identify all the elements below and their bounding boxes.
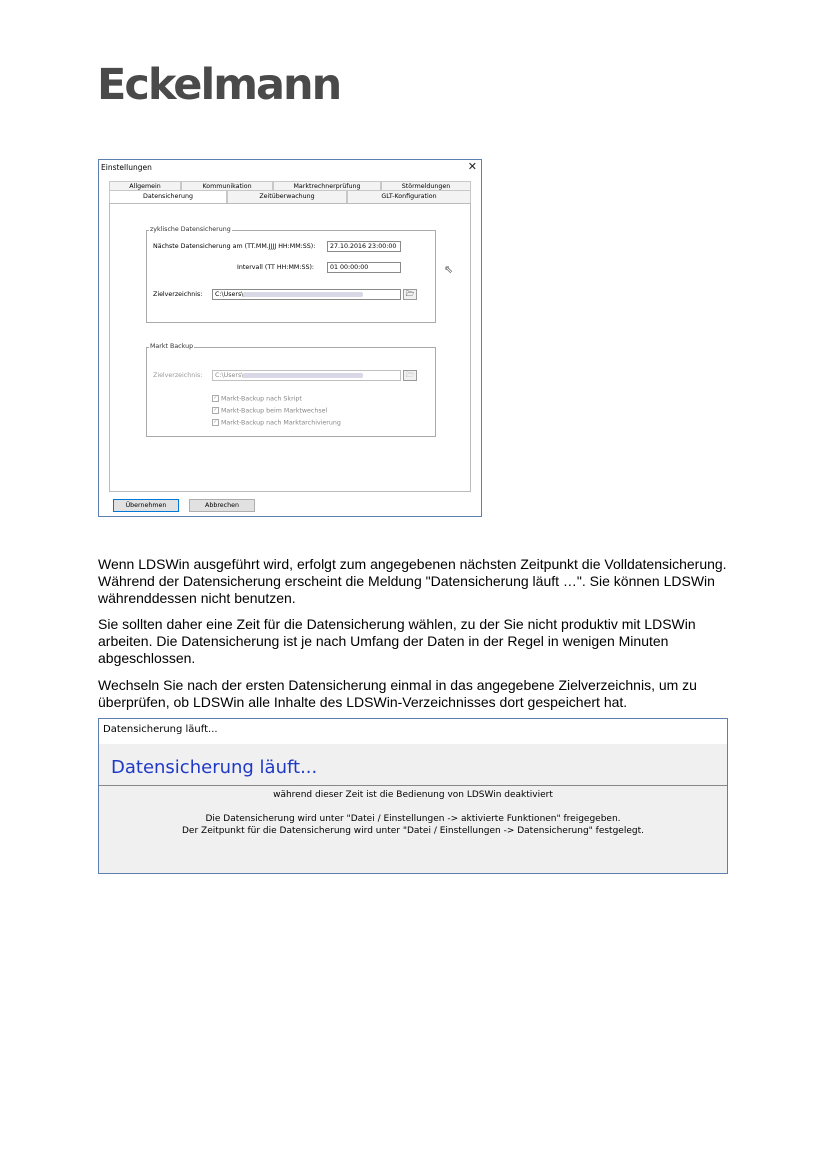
checkbox-icon: ✓ <box>213 419 218 425</box>
folder-icon[interactable]: 🗁 <box>403 289 417 300</box>
tab-kommunikation[interactable]: Kommunikation <box>181 181 273 190</box>
tab-stoermeldungen[interactable]: Störmeldungen <box>381 181 471 190</box>
eckelmann-logo: Eckelmann <box>97 60 341 110</box>
tab-zeitueberwachung[interactable]: Zeitüberwachung <box>227 190 347 203</box>
market-target-input <box>212 370 401 381</box>
cancel-button[interactable]: Abbrechen <box>189 499 255 512</box>
tab-marktrechnerpruefung[interactable]: Marktrechnerprüfung <box>273 181 381 190</box>
group-legend: Markt Backup <box>150 343 194 350</box>
mouse-cursor-icon: ⇖ <box>444 263 454 276</box>
close-icon[interactable]: ✕ <box>467 160 477 173</box>
tab-panel <box>109 203 471 492</box>
checkbox-icon: ✓ <box>213 395 218 401</box>
target-dir-value: C:\Users\ <box>215 291 244 298</box>
window-title: Datensicherung läuft... <box>99 719 727 744</box>
tab-glt-konfiguration[interactable]: GLT-Konfiguration <box>347 190 471 203</box>
folder-icon: 🗁 <box>403 370 417 381</box>
interval-input[interactable]: 01 00:00:00 <box>327 262 401 273</box>
market-backup-group <box>146 343 436 437</box>
settings-dialog <box>98 159 482 517</box>
paragraph-2: Sie sollten daher eine Zeit für die Datensicherung wählen, zu der Sie nicht produktiv mit LDSWin arbeiten. Die Datensicherung ist je nach Umfang der Daten in der Regel in wenigen Minuten abgeschlossen. <box>98 616 696 666</box>
checkbox-icon: ✓ <box>213 407 218 413</box>
window-heading: Datensicherung läuft... <box>111 757 318 778</box>
cyclic-backup-group <box>146 226 436 323</box>
blurred-path <box>243 292 363 297</box>
market-target-value: C:\Users\ <box>215 372 244 379</box>
tab-datensicherung[interactable]: Datensicherung <box>109 190 227 203</box>
dialog-title: Einstellungen <box>101 163 152 172</box>
paragraph-3: Wechseln Sie nach der ersten Datensicherung einmal in das angegebene Zielverzeichnis, um zu überprüfen, ob LDSWin alle Inhalte des LDSWin-Verzeichnisses dort gespeichert hat. <box>98 677 697 710</box>
tab-row-1 <box>109 181 471 190</box>
backup-running-window <box>98 718 728 874</box>
check-marktwechsel <box>212 407 327 415</box>
interval-label: Intervall (TT HH:MM:SS): <box>237 264 315 271</box>
info-line-2: Der Zeitpunkt für die Datensicherung wird unter "Datei / Einstellungen -> Datensicherung" festgelegt. <box>182 826 644 836</box>
check-label: Markt-Backup nach Marktarchivierung <box>221 419 341 427</box>
group-legend: zyklische Datensicherung <box>150 226 231 233</box>
next-backup-label: Nächste Datensicherung am (TT.MM.JJJJ HH:MM:SS): <box>153 243 316 250</box>
next-backup-input[interactable]: 27.10.2016 23:00:00 <box>327 241 401 252</box>
check-label: Markt-Backup beim Marktwechsel <box>221 407 328 415</box>
tab-allgemein[interactable]: Allgemein <box>109 181 181 190</box>
info-line-1: Die Datensicherung wird unter "Datei / Einstellungen -> aktivierte Funktionen" freigegeben. <box>205 814 621 824</box>
check-label: Markt-Backup nach Skript <box>221 395 302 403</box>
disabled-note: während dieser Zeit ist die Bedienung von LDSWin deaktiviert <box>273 790 553 800</box>
target-dir-input[interactable] <box>212 289 401 300</box>
market-target-label: Zielverzeichnis: <box>153 372 203 379</box>
blurred-path <box>243 373 363 378</box>
paragraph-1: Wenn LDSWin ausgeführt wird, erfolgt zum angegebenen nächsten Zeitpunkt die Volldatensicherung. Während der Datensicherung erscheint die Meldung "Datensicherung läuft …". Sie können LDSWin währenddessen nicht benutzen. <box>98 556 727 606</box>
divider <box>99 785 727 786</box>
check-marktarchivierung <box>212 419 341 427</box>
tab-row-2 <box>109 190 471 204</box>
check-skript <box>212 395 302 403</box>
apply-button[interactable]: Übernehmen <box>113 499 179 512</box>
target-dir-label: Zielverzeichnis: <box>153 291 203 298</box>
